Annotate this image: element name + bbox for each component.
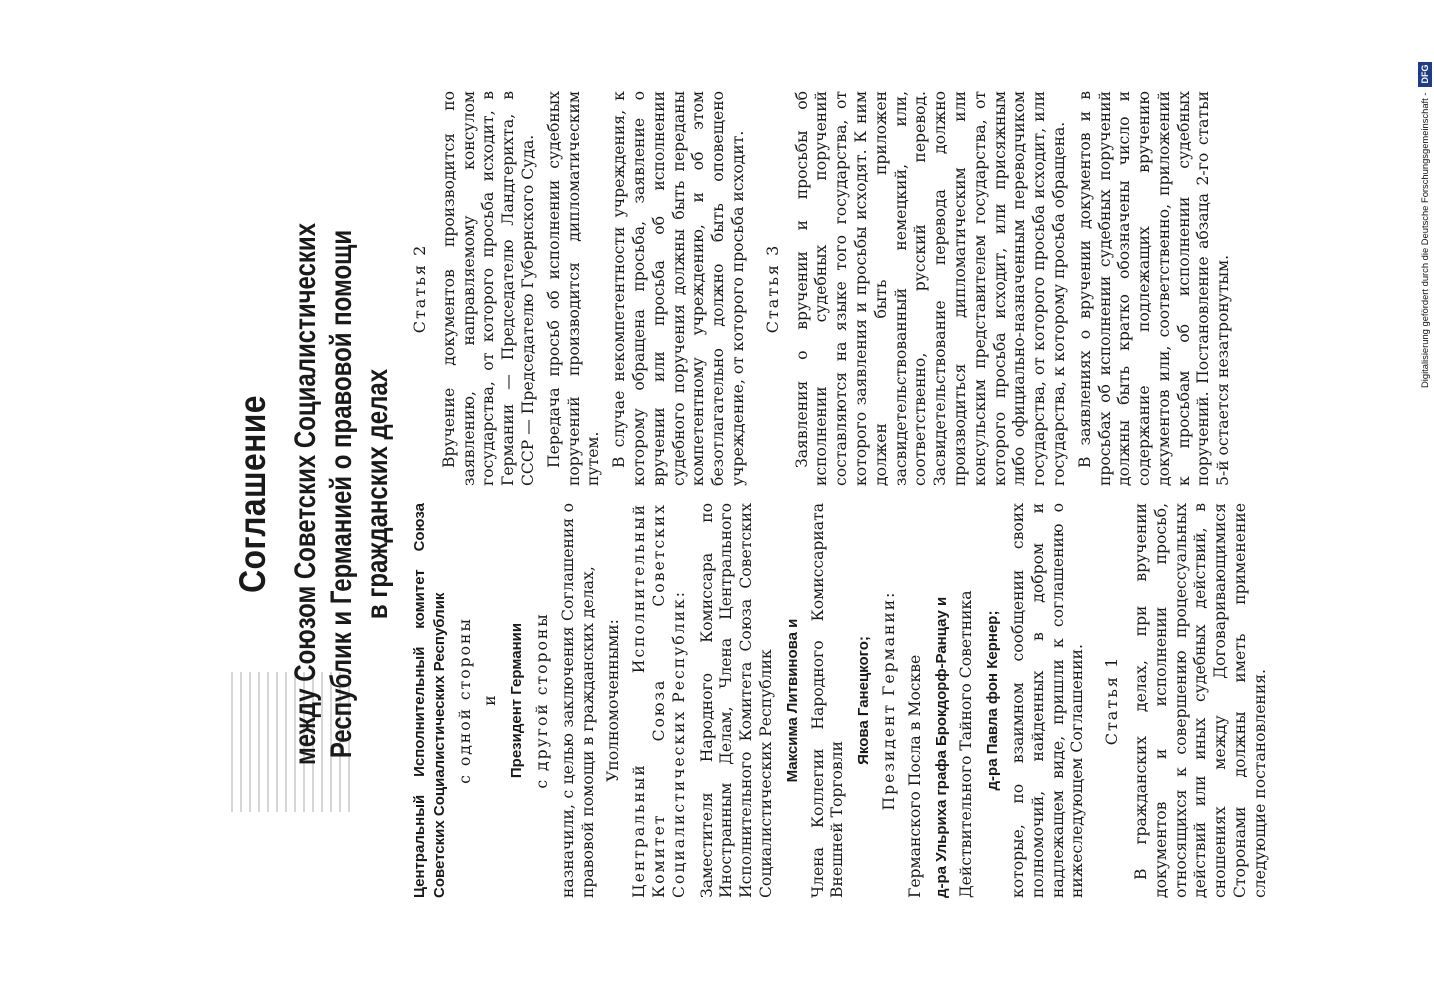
article-3-heading: Статья 3 [762,243,782,334]
subtitle-line: в гражданских делах [361,368,394,620]
plenipotentiaries-heading: Уполномоченными: [604,619,623,782]
document-title: Соглашение [232,395,273,593]
article-1-heading: Статья 1 [1102,655,1122,746]
article-2-paragraph: Передача просьб об исполнении судебных поручений производится дипломатическим путем. [544,91,603,486]
side-two: с другой стороны [532,612,551,789]
subtitle-line: Республик и Германией о правовой помощи [325,229,358,759]
rantzau-name: д-ра Ульриха графа Брокдорф-Ранцау и [932,596,950,898]
right-column [410,91,1240,486]
president-germany-heading: Президент Германии: [879,590,898,811]
document-page [120,84,1300,904]
article-3-paragraph: Заявления о вручении и просьбы об исполнении судебных поручений составляются на языке того государства, от которого заявления и просьбы исходят. К ним должен быть приложен засвидетельствованный немецкий, или, соответственно, русский перевод. Засвидетельствование перевода должно производиться дипломатическим или консульским представителем государства, от которого просьба исходит, или присяжным либо официально-назначенным переводчиком государства, от которого просьба исходит, или государства, к которому просьба обращена. [792,91,1068,486]
left-column [410,503,1276,898]
dfg-credit [1417,8,1433,388]
side-one: с одной стороны [455,617,474,784]
dfg-credit-text [1417,8,1433,388]
subtitle-line: между Союзом Советских Социалистических [289,222,322,766]
party-germany: Президент Германии [508,622,526,779]
deputy-commissar: Заместителя Народного Комиссара по Иностранным Делам, Члена Центрального Исполнительного Комитета Союза Советских Социалистических Республик [697,503,775,898]
dfg-logo: DFG [1418,62,1432,87]
powers-text: которые, по взаимном сообщении своих полномочий, найденных в добром и надлежащем виде, пришли к соглашению о нижеследующем Соглашении. [1008,503,1087,898]
document-subtitle [288,84,396,904]
article-2-paragraph: Вручение документов производится по заявлению, направляемому консулом государства, от которого просьба исходит, в Германии — Председателю Ландгерихта, в СССР — Председателю Губернского Суда. [439,91,537,486]
ganetsky-name: Якова Ганецкого; [855,636,873,765]
party-ussr: Центральный Исполнительный комитет Союза Советских Социалистических Республик [411,503,448,898]
privy-councillor: Действительного Тайного Советника [957,590,976,898]
article-2-paragraph: В случае некомпетентности учреждения, к которому обращена просьба, заявление о вручении или просьба об исполнении судебного поручения должны быть переданы компетентному учреждению, и об этом безотлагательно должно быть оповещено учреждение, от которого просьба исходит. [610,91,747,486]
ussr-committee: Центральный Исполнительный Комитет Союза Советских Социалистических Республик: [630,503,688,898]
kerner-name: д-ра Павла фон Кернер; [984,610,1002,791]
conjunction: и [481,695,500,706]
article-2-heading: Статья 2 [410,243,429,334]
dfg-credit-label: Digitalisierung gefördert durch die Deutsche Forschungsgemeinschaft - [1419,92,1430,388]
collegium-member: Члена Коллегии Народного Комиссариата Внешней Торговли [808,503,847,898]
ambassador-title: Германского Посла в Москве [905,654,924,898]
litvinov-name: Максима Литвинова и [783,618,801,783]
purpose-text: назначили, с целью заключения Соглашения о правовой помощи в гражданских делах, [558,503,597,898]
article-1-text: В гражданских делах, при вручении документов и исполнении просьб, относящихся к совершению процессуальных действий или иных судебных действий, в сношениях между Договаривающимися Сторонами должны иметь применение следующие постановления. [1131,503,1269,898]
article-3-paragraph: В заявлениях о вручении документов и в просьбах об исполнении судебных поручений должны быть кратко обозначены число и содержание подлежащих вручению документов или, соответственно, приложений к просьбам об исполнении судебных поручений. Постановление абзаца 2-го статьи 5-й остается незатронутым. [1075,91,1233,486]
